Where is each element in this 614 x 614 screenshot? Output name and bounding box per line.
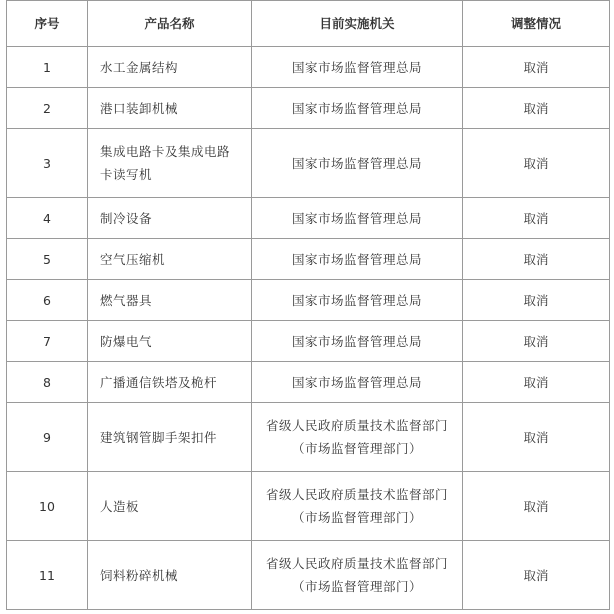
row-authority (252, 47, 463, 88)
row-index: 7 (7, 321, 88, 362)
table-row (7, 198, 610, 239)
row-index: 1 (7, 47, 88, 88)
product-name-line: 集成电路卡及集成电路 (100, 144, 231, 159)
product-name-line: 燃气器具 (100, 292, 153, 308)
row-product-name (88, 321, 252, 362)
table-row (7, 239, 610, 280)
authority-line: 省级人民政府质量技术监督部门 (265, 487, 448, 502)
row-index: 3 (7, 129, 88, 198)
row-product-name (88, 129, 252, 198)
row-authority (252, 321, 463, 362)
row-authority (252, 362, 463, 403)
authority-line: 国家市场监督管理总局 (291, 292, 422, 308)
table-header-row (7, 1, 610, 47)
product-name-line: 饲料粉碎机械 (100, 567, 179, 583)
row-adjustment: 取消 (463, 541, 610, 610)
table-row (7, 321, 610, 362)
row-index: 2 (7, 88, 88, 129)
row-index: 9 (7, 403, 88, 472)
authority-line: 国家市场监督管理总局 (291, 333, 422, 349)
authority-line: 省级人民政府质量技术监督部门 (265, 556, 448, 571)
row-product-name (88, 541, 252, 610)
row-product-name (88, 47, 252, 88)
row-adjustment: 取消 (463, 47, 610, 88)
product-name-line: 建筑钢管脚手架扣件 (100, 429, 218, 445)
row-adjustment: 取消 (463, 321, 610, 362)
row-adjustment: 取消 (463, 362, 610, 403)
adjustment-table (6, 0, 610, 610)
authority-line: 国家市场监督管理总局 (291, 155, 422, 171)
row-adjustment: 取消 (463, 129, 610, 198)
table-row (7, 362, 610, 403)
row-product-name (88, 403, 252, 472)
row-index: 6 (7, 280, 88, 321)
product-name-line: 广播通信铁塔及桅杆 (100, 374, 218, 390)
product-name-line: 防爆电气 (100, 333, 153, 349)
row-authority (252, 472, 463, 541)
row-authority (252, 129, 463, 198)
row-authority (252, 280, 463, 321)
authority-line: 国家市场监督管理总局 (291, 251, 422, 267)
table-row (7, 47, 610, 88)
row-authority (252, 541, 463, 610)
table-row (7, 541, 610, 610)
product-name-line: 卡读写机 (100, 167, 153, 182)
row-adjustment: 取消 (463, 198, 610, 239)
authority-line: 国家市场监督管理总局 (291, 100, 422, 116)
row-adjustment: 取消 (463, 472, 610, 541)
row-product-name (88, 472, 252, 541)
row-index: 11 (7, 541, 88, 610)
row-adjustment: 取消 (463, 403, 610, 472)
row-product-name (88, 239, 252, 280)
authority-line: 省级人民政府质量技术监督部门 (265, 418, 448, 433)
table-row (7, 403, 610, 472)
authority-line: 国家市场监督管理总局 (291, 59, 422, 75)
product-name-line: 人造板 (100, 498, 140, 514)
product-name-line: 制冷设备 (100, 210, 153, 226)
row-index: 5 (7, 239, 88, 280)
authority-line: （市场监督管理部门） (291, 441, 422, 456)
row-adjustment: 取消 (463, 88, 610, 129)
table-row (7, 88, 610, 129)
row-adjustment: 取消 (463, 280, 610, 321)
row-index: 10 (7, 472, 88, 541)
table-row (7, 472, 610, 541)
product-name-line: 水工金属结构 (100, 59, 179, 75)
row-product-name (88, 198, 252, 239)
row-authority (252, 239, 463, 280)
authority-line: （市场监督管理部门） (291, 579, 422, 594)
authority-line: 国家市场监督管理总局 (291, 210, 422, 226)
row-product-name (88, 88, 252, 129)
row-index: 4 (7, 198, 88, 239)
table-row (7, 129, 610, 198)
authority-line: 国家市场监督管理总局 (291, 374, 422, 390)
row-adjustment: 取消 (463, 239, 610, 280)
row-product-name (88, 280, 252, 321)
row-authority (252, 403, 463, 472)
header-adjustment: 调整情况 (463, 1, 610, 47)
header-authority: 目前实施机关 (252, 1, 463, 47)
row-index: 8 (7, 362, 88, 403)
header-index: 序号 (7, 1, 88, 47)
row-product-name (88, 362, 252, 403)
row-authority (252, 198, 463, 239)
table-row (7, 280, 610, 321)
product-name-line: 空气压缩机 (100, 251, 166, 267)
authority-line: （市场监督管理部门） (291, 510, 422, 525)
row-authority (252, 88, 463, 129)
product-name-line: 港口装卸机械 (100, 100, 179, 116)
header-product-name: 产品名称 (88, 1, 252, 47)
